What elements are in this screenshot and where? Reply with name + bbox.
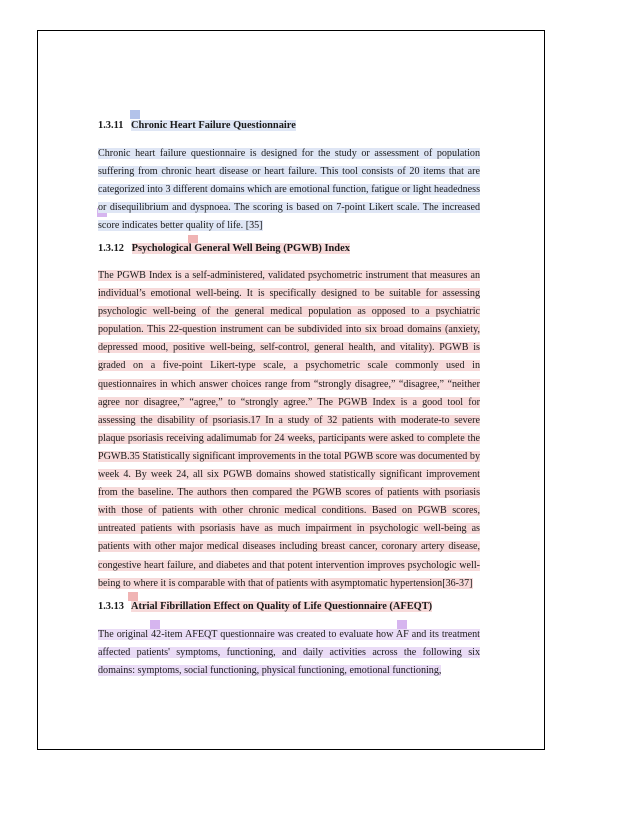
paragraph-text: Chronic heart failure questionnaire is designed for the study or assessment of population suffering from chronic heart disease or heart failure. This tool consists of 20 items that are categorized into 3 different domains which are emotional function, fatigue or light headedness or disequilibrium and dyspnoea. The scoring is based on 7-point Likert scale. The increased score indicates better quality of life. [35] <box>98 148 480 232</box>
section-number: 1.3.13 <box>98 601 124 612</box>
section-paragraph-1-3-11 <box>98 145 480 235</box>
section-paragraph-1-3-12 <box>98 267 480 593</box>
annotation-tag <box>128 592 138 601</box>
section-number: 1.3.11 <box>98 120 124 131</box>
section-title: Psychological General Well Being (PGWB) Index <box>131 243 350 254</box>
section-heading-1-3-12 <box>98 243 480 254</box>
paragraph-text: The PGWB Index is a self-administered, validated psychometric instrument that measures an individual’s emotional well-being. It is specifically designed to be suitable for assessing psychologic well-being of the general medical population as opposed to a psychiatric population. This 22-question instrument can be subdivided into six broad domains (anxiety, depressed mood, positive well-being, self-control, general health, and vitality). PGWB is graded on a five-point Likert-type scale, a psychometric scale commonly used in questionnaires in which answer choices range from “strongly disagree,” “disagree,” “neither agree nor disagree,” “agree,” to “strongly agree.” The PGWB Index is a good tool for assessing the disability of psoriasis.17 In a study of 32 patients with moderate-to severe plaque psoriasis receiving adalimumab for 24 weeks, participants were asked to complete the PGWB.35 Statistically significant improvements in the total PGWB score was documented by week 4. By week 24, all six PGWB domains showed statistically significant improvement from the baseline. The authors then compared the PGWB scores of patients with psoriasis with those of patients with other chronic medical conditions. Based on PGWB scores, untreated patients with psoriasis have as much impairment in psychologic well-being as patients with other major medical diseases including breast cancer, coronary artery disease, congestive heart failure, and diabetes and that potent intervention improves psychologic well-being to where it is comparable with that of patients with asymptomatic hypertension[36-37] <box>98 270 480 589</box>
section-heading-1-3-11 <box>98 120 480 131</box>
section-title: Atrial Fibrillation Effect on Quality of Life Questionnaire (AFEQT) <box>131 601 433 612</box>
section-paragraph-1-3-13 <box>98 626 480 680</box>
section-number: 1.3.12 <box>98 243 124 254</box>
section-heading-1-3-13 <box>98 601 480 612</box>
paragraph-text: The original 42-item AFEQT questionnaire was created to evaluate how AF and its treatment affected patients' symptoms, functioning, and daily activities across the following six domains: symptoms, social functioning, physical functioning, emotional functioning, <box>98 629 480 677</box>
section-title: Chronic Heart Failure Questionnaire <box>131 120 296 131</box>
annotation-tag <box>130 110 140 119</box>
